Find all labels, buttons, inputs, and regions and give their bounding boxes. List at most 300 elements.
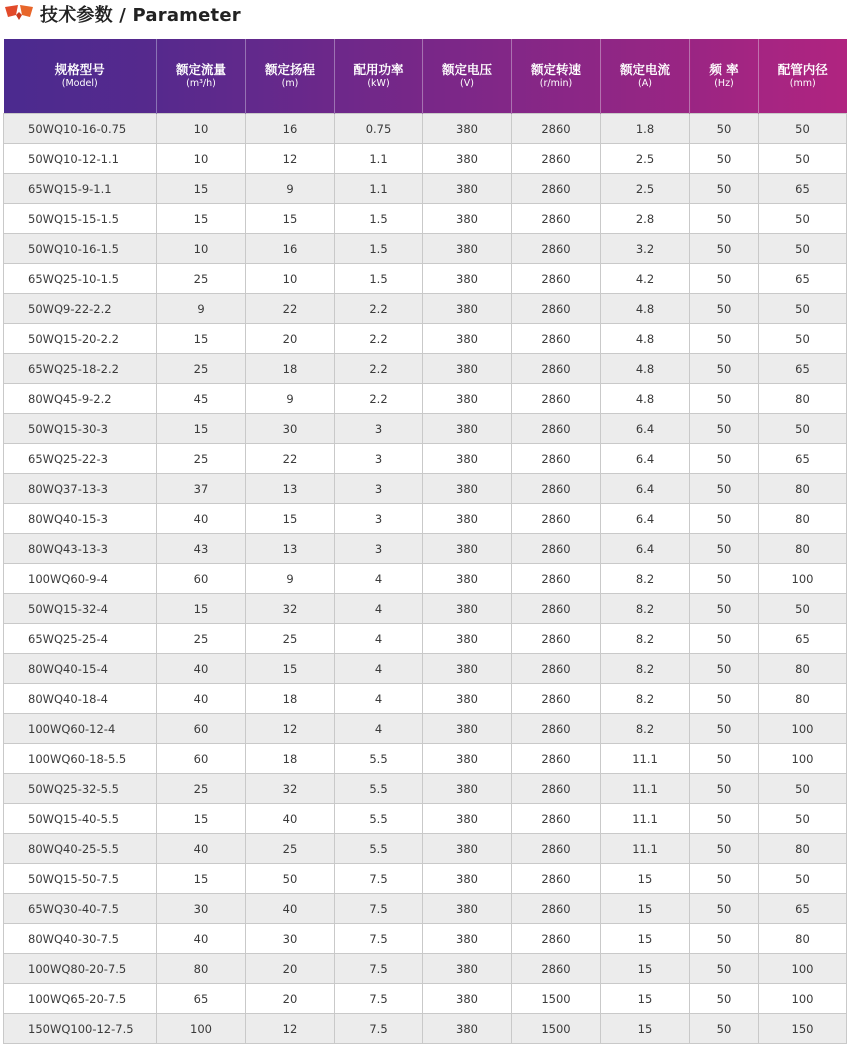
table-cell: 4.8 (601, 294, 690, 324)
model-cell: 80WQ45-9-2.2 (4, 384, 157, 414)
table-cell: 2860 (512, 654, 601, 684)
table-cell: 2.2 (335, 324, 423, 354)
table-cell: 1.5 (335, 204, 423, 234)
column-header-unit: (mm) (789, 78, 816, 89)
table-cell: 2.2 (335, 294, 423, 324)
table-cell: 2860 (512, 384, 601, 414)
table-cell: 10 (246, 264, 335, 294)
table-cell: 3 (335, 414, 423, 444)
column-header-unit: (kW) (367, 78, 390, 89)
table-cell: 380 (423, 654, 512, 684)
table-cell: 40 (157, 684, 246, 714)
model-cell: 50WQ25-32-5.5 (4, 774, 157, 804)
table-cell: 2.2 (335, 354, 423, 384)
model-cell: 65WQ30-40-7.5 (4, 894, 157, 924)
table-cell: 150 (759, 1014, 847, 1044)
model-cell: 100WQ65-20-7.5 (4, 984, 157, 1014)
table-cell: 50 (690, 684, 759, 714)
table-cell: 50 (690, 444, 759, 474)
table-row (4, 924, 847, 954)
column-header (4, 39, 157, 114)
table-cell: 25 (157, 264, 246, 294)
table-header-row (4, 39, 847, 114)
table-cell: 1.1 (335, 144, 423, 174)
table-cell: 2860 (512, 744, 601, 774)
table-cell: 80 (759, 504, 847, 534)
model-cell: 100WQ60-12-4 (4, 714, 157, 744)
table-cell: 2860 (512, 114, 601, 144)
table-cell: 2860 (512, 594, 601, 624)
table-row (4, 294, 847, 324)
table-cell: 2.5 (601, 144, 690, 174)
table-cell: 2860 (512, 234, 601, 264)
table-cell: 4 (335, 624, 423, 654)
column-header-unit: (Model) (61, 78, 98, 89)
table-cell: 13 (246, 474, 335, 504)
table-cell: 50 (690, 144, 759, 174)
table-cell: 2860 (512, 834, 601, 864)
table-cell: 50 (759, 594, 847, 624)
model-cell: 65WQ25-10-1.5 (4, 264, 157, 294)
table-cell: 40 (157, 924, 246, 954)
table-cell: 380 (423, 744, 512, 774)
table-cell: 50 (690, 744, 759, 774)
table-cell: 65 (157, 984, 246, 1014)
table-cell: 100 (759, 984, 847, 1014)
table-cell: 50 (690, 894, 759, 924)
table-cell: 2860 (512, 174, 601, 204)
table-cell: 40 (157, 504, 246, 534)
table-cell: 5.5 (335, 774, 423, 804)
table-cell: 80 (759, 654, 847, 684)
table-cell: 380 (423, 414, 512, 444)
column-header (601, 39, 690, 114)
table-row (4, 864, 847, 894)
table-cell: 8.2 (601, 654, 690, 684)
table-row (4, 984, 847, 1014)
table-row (4, 594, 847, 624)
table-cell: 50 (690, 294, 759, 324)
table-row (4, 264, 847, 294)
table-cell: 60 (157, 744, 246, 774)
table-cell: 25 (157, 444, 246, 474)
table-cell: 2860 (512, 714, 601, 744)
model-cell: 50WQ10-12-1.1 (4, 144, 157, 174)
table-cell: 3 (335, 504, 423, 534)
table-cell: 5.5 (335, 744, 423, 774)
column-header-unit: (V) (460, 78, 474, 89)
model-cell: 50WQ15-15-1.5 (4, 204, 157, 234)
table-cell: 50 (690, 984, 759, 1014)
table-cell: 50 (759, 804, 847, 834)
table-cell: 3 (335, 474, 423, 504)
table-cell: 9 (246, 564, 335, 594)
table-cell: 50 (759, 204, 847, 234)
table-cell: 380 (423, 924, 512, 954)
table-row (4, 144, 847, 174)
table-cell: 15 (157, 414, 246, 444)
table-cell: 50 (690, 414, 759, 444)
model-cell: 65WQ15-9-1.1 (4, 174, 157, 204)
table-cell: 1.8 (601, 114, 690, 144)
table-cell: 8.2 (601, 624, 690, 654)
table-row (4, 504, 847, 534)
table-cell: 6.4 (601, 474, 690, 504)
table-cell: 380 (423, 534, 512, 564)
table-cell: 15 (157, 594, 246, 624)
table-cell: 20 (246, 954, 335, 984)
table-cell: 25 (157, 354, 246, 384)
table-row (4, 774, 847, 804)
table-cell: 10 (157, 144, 246, 174)
table-cell: 380 (423, 834, 512, 864)
table-cell: 2860 (512, 264, 601, 294)
model-cell: 80WQ40-18-4 (4, 684, 157, 714)
table-cell: 6.4 (601, 444, 690, 474)
table-cell: 6.4 (601, 414, 690, 444)
table-cell: 15 (157, 204, 246, 234)
table-cell: 25 (157, 774, 246, 804)
table-cell: 380 (423, 804, 512, 834)
column-header (690, 39, 759, 114)
table-cell: 50 (759, 774, 847, 804)
table-cell: 30 (157, 894, 246, 924)
table-cell: 15 (157, 324, 246, 354)
table-cell: 380 (423, 594, 512, 624)
table-cell: 12 (246, 714, 335, 744)
table-cell: 2860 (512, 954, 601, 984)
model-cell: 50WQ15-40-5.5 (4, 804, 157, 834)
table-cell: 60 (157, 564, 246, 594)
model-cell: 50WQ15-32-4 (4, 594, 157, 624)
table-cell: 20 (246, 324, 335, 354)
table-cell: 100 (759, 954, 847, 984)
table-cell: 50 (690, 654, 759, 684)
table-cell: 2.8 (601, 204, 690, 234)
table-cell: 18 (246, 744, 335, 774)
table-cell: 380 (423, 894, 512, 924)
column-header (157, 39, 246, 114)
table-cell: 50 (690, 264, 759, 294)
table-cell: 80 (759, 384, 847, 414)
table-row (4, 444, 847, 474)
table-cell: 15 (246, 204, 335, 234)
table-cell: 8.2 (601, 684, 690, 714)
table-cell: 1.5 (335, 264, 423, 294)
table-row (4, 414, 847, 444)
table-cell: 65 (759, 624, 847, 654)
model-cell: 100WQ60-9-4 (4, 564, 157, 594)
column-header-label: 额定电压 (441, 62, 492, 77)
table-row (4, 894, 847, 924)
table-cell: 50 (690, 624, 759, 654)
table-cell: 40 (246, 804, 335, 834)
table-row (4, 834, 847, 864)
table-cell: 50 (690, 354, 759, 384)
table-cell: 8.2 (601, 564, 690, 594)
table-cell: 15 (246, 654, 335, 684)
table-cell: 43 (157, 534, 246, 564)
table-cell: 50 (759, 414, 847, 444)
table-cell: 65 (759, 354, 847, 384)
table-cell: 2860 (512, 294, 601, 324)
table-cell: 32 (246, 774, 335, 804)
column-header-unit: (Hz) (714, 78, 734, 89)
table-cell: 380 (423, 384, 512, 414)
table-cell: 9 (157, 294, 246, 324)
table-cell: 2860 (512, 444, 601, 474)
table-cell: 380 (423, 954, 512, 984)
table-cell: 50 (690, 924, 759, 954)
table-cell: 4 (335, 564, 423, 594)
model-cell: 50WQ15-20-2.2 (4, 324, 157, 354)
table-cell: 380 (423, 174, 512, 204)
table-cell: 3 (335, 534, 423, 564)
table-cell: 40 (157, 834, 246, 864)
table-cell: 380 (423, 114, 512, 144)
table-cell: 380 (423, 684, 512, 714)
table-cell: 2860 (512, 504, 601, 534)
section-title-bar (0, 0, 850, 26)
table-cell: 9 (246, 174, 335, 204)
table-cell: 11.1 (601, 774, 690, 804)
table-cell: 50 (690, 834, 759, 864)
table-cell: 30 (246, 414, 335, 444)
table-cell: 50 (759, 864, 847, 894)
table-cell: 2860 (512, 204, 601, 234)
table-cell: 18 (246, 354, 335, 384)
table-cell: 2.2 (335, 384, 423, 414)
table-row (4, 804, 847, 834)
model-cell: 50WQ15-50-7.5 (4, 864, 157, 894)
table-cell: 1.1 (335, 174, 423, 204)
table-cell: 45 (157, 384, 246, 414)
table-row (4, 954, 847, 984)
table-cell: 15 (601, 1014, 690, 1044)
table-row (4, 384, 847, 414)
table-cell: 80 (759, 474, 847, 504)
table-cell: 40 (246, 894, 335, 924)
column-header-label: 规格型号 (54, 62, 105, 77)
logo-icon (4, 3, 34, 21)
model-cell: 50WQ15-30-3 (4, 414, 157, 444)
table-cell: 4 (335, 594, 423, 624)
table-cell: 7.5 (335, 864, 423, 894)
table-cell: 380 (423, 564, 512, 594)
table-cell: 380 (423, 264, 512, 294)
page-title: 技术参数 / Parameter (40, 5, 241, 26)
table-cell: 25 (246, 624, 335, 654)
table-cell: 2860 (512, 324, 601, 354)
table-cell: 50 (690, 234, 759, 264)
model-cell: 80WQ40-15-3 (4, 504, 157, 534)
table-cell: 50 (690, 384, 759, 414)
table-cell: 15 (601, 954, 690, 984)
table-cell: 50 (690, 114, 759, 144)
table-row (4, 474, 847, 504)
table-cell: 2860 (512, 354, 601, 384)
table-cell: 100 (759, 744, 847, 774)
table-cell: 2860 (512, 414, 601, 444)
table-cell: 50 (690, 174, 759, 204)
table-cell: 2860 (512, 684, 601, 714)
table-cell: 12 (246, 144, 335, 174)
table-cell: 50 (759, 324, 847, 354)
table-cell: 2860 (512, 564, 601, 594)
column-header-unit: (m) (281, 78, 299, 89)
table-cell: 50 (690, 564, 759, 594)
table-cell: 4.8 (601, 384, 690, 414)
table-cell: 4.2 (601, 264, 690, 294)
table-cell: 2860 (512, 894, 601, 924)
table-cell: 100 (157, 1014, 246, 1044)
table-cell: 5.5 (335, 804, 423, 834)
table-cell: 3.2 (601, 234, 690, 264)
table-row (4, 204, 847, 234)
table-cell: 65 (759, 174, 847, 204)
table-cell: 50 (759, 294, 847, 324)
table-cell: 65 (759, 264, 847, 294)
table-cell: 60 (157, 714, 246, 744)
table-cell: 380 (423, 864, 512, 894)
table-cell: 80 (759, 534, 847, 564)
table-cell: 50 (690, 534, 759, 564)
table-cell: 50 (690, 1014, 759, 1044)
model-cell: 80WQ40-15-4 (4, 654, 157, 684)
table-cell: 25 (246, 834, 335, 864)
table-cell: 7.5 (335, 984, 423, 1014)
table-cell: 4.8 (601, 354, 690, 384)
table-cell: 380 (423, 1014, 512, 1044)
table-cell: 380 (423, 324, 512, 354)
table-row (4, 324, 847, 354)
column-header-label: 额定流量 (175, 62, 226, 77)
table-cell: 2860 (512, 924, 601, 954)
table-row (4, 1014, 847, 1044)
table-cell: 65 (759, 444, 847, 474)
table-cell: 7.5 (335, 924, 423, 954)
table-cell: 22 (246, 294, 335, 324)
table-cell: 50 (759, 234, 847, 264)
model-cell: 50WQ10-16-1.5 (4, 234, 157, 264)
column-header-label: 额定转速 (530, 62, 581, 77)
table-cell: 80 (157, 954, 246, 984)
table-cell: 15 (157, 864, 246, 894)
table-cell: 22 (246, 444, 335, 474)
column-header-label: 额定扬程 (264, 62, 315, 77)
table-cell: 80 (759, 834, 847, 864)
table-cell: 1500 (512, 984, 601, 1014)
table-cell: 15 (246, 504, 335, 534)
table-cell: 50 (690, 474, 759, 504)
table-cell: 380 (423, 774, 512, 804)
table-cell: 32 (246, 594, 335, 624)
table-cell: 380 (423, 474, 512, 504)
table-cell: 4 (335, 714, 423, 744)
table-cell: 1.5 (335, 234, 423, 264)
table-row (4, 744, 847, 774)
table-cell: 50 (759, 144, 847, 174)
table-cell: 40 (157, 654, 246, 684)
table-cell: 50 (690, 324, 759, 354)
table-row (4, 654, 847, 684)
table-cell: 1500 (512, 1014, 601, 1044)
table-cell: 380 (423, 144, 512, 174)
table-row (4, 354, 847, 384)
model-cell: 65WQ25-25-4 (4, 624, 157, 654)
column-header-unit: (A) (638, 78, 652, 89)
column-header-unit: (m³/h) (186, 78, 216, 89)
table-cell: 10 (157, 114, 246, 144)
table-cell: 380 (423, 354, 512, 384)
table-cell: 8.2 (601, 594, 690, 624)
table-cell: 50 (690, 504, 759, 534)
table-cell: 11.1 (601, 744, 690, 774)
table-row (4, 174, 847, 204)
model-cell: 150WQ100-12-7.5 (4, 1014, 157, 1044)
table-cell: 100 (759, 714, 847, 744)
table-cell: 380 (423, 984, 512, 1014)
table-cell: 50 (690, 954, 759, 984)
table-cell: 37 (157, 474, 246, 504)
table-row (4, 684, 847, 714)
table-cell: 2860 (512, 474, 601, 504)
model-cell: 80WQ40-25-5.5 (4, 834, 157, 864)
column-header-unit: (r/min) (539, 78, 573, 89)
column-header (246, 39, 335, 114)
model-cell: 80WQ40-30-7.5 (4, 924, 157, 954)
table-row (4, 114, 847, 144)
table-cell: 380 (423, 294, 512, 324)
column-header (759, 39, 847, 114)
table-cell: 15 (601, 984, 690, 1014)
table-body (4, 114, 847, 1044)
table-cell: 50 (690, 594, 759, 624)
table-cell: 3 (335, 444, 423, 474)
column-header-label: 额定电流 (619, 62, 670, 77)
table-cell: 50 (690, 864, 759, 894)
column-header-label: 配管内径 (777, 62, 828, 77)
table-cell: 50 (690, 774, 759, 804)
model-cell: 65WQ25-18-2.2 (4, 354, 157, 384)
model-cell: 80WQ43-13-3 (4, 534, 157, 564)
table-row (4, 714, 847, 744)
table-cell: 80 (759, 684, 847, 714)
table-cell: 100 (759, 564, 847, 594)
model-cell: 100WQ60-18-5.5 (4, 744, 157, 774)
table-cell: 380 (423, 204, 512, 234)
table-cell: 2860 (512, 864, 601, 894)
table-cell: 380 (423, 234, 512, 264)
table-cell: 7.5 (335, 1014, 423, 1044)
model-cell: 80WQ37-13-3 (4, 474, 157, 504)
table-cell: 16 (246, 234, 335, 264)
column-header-label: 配用功率 (353, 62, 404, 77)
table-cell: 50 (246, 864, 335, 894)
column-header (423, 39, 512, 114)
table-cell: 2860 (512, 804, 601, 834)
table-cell: 380 (423, 444, 512, 474)
column-header-label: 频 率 (709, 62, 739, 77)
table-cell: 8.2 (601, 714, 690, 744)
table-cell: 15 (601, 894, 690, 924)
table-row (4, 234, 847, 264)
table-cell: 5.5 (335, 834, 423, 864)
table-cell: 6.4 (601, 504, 690, 534)
table-cell: 7.5 (335, 894, 423, 924)
table-cell: 380 (423, 624, 512, 654)
table-cell: 15 (601, 924, 690, 954)
